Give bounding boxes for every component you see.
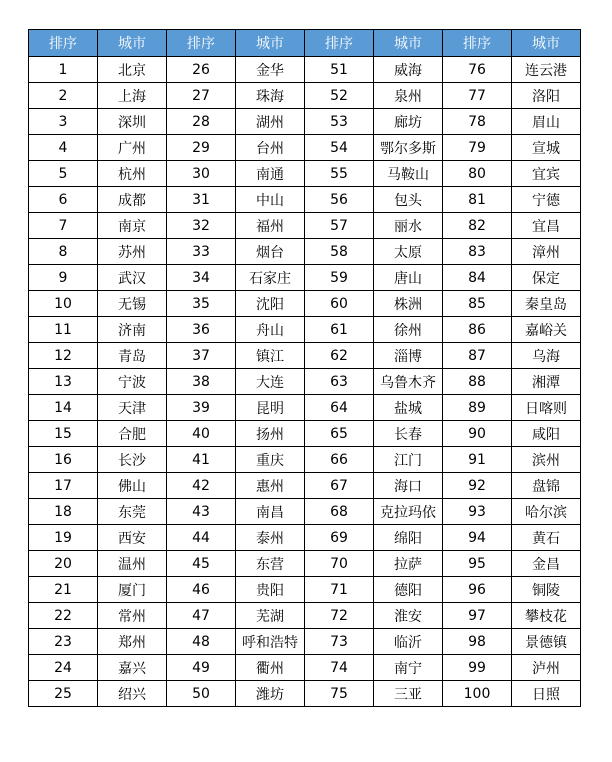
city-cell: 宜宾 (512, 161, 581, 187)
rank-cell: 92 (443, 473, 512, 499)
city-cell: 重庆 (236, 447, 305, 473)
rank-cell: 35 (167, 291, 236, 317)
city-cell: 镇江 (236, 343, 305, 369)
rank-cell: 31 (167, 187, 236, 213)
rank-cell: 68 (305, 499, 374, 525)
city-cell: 咸阳 (512, 421, 581, 447)
city-cell: 珠海 (236, 83, 305, 109)
city-cell: 南昌 (236, 499, 305, 525)
rank-cell: 79 (443, 135, 512, 161)
rank-cell: 52 (305, 83, 374, 109)
rank-cell: 87 (443, 343, 512, 369)
city-cell: 潍坊 (236, 681, 305, 707)
table-body (29, 57, 581, 707)
rank-cell: 8 (29, 239, 98, 265)
table-row (29, 187, 581, 213)
city-cell: 乌鲁木齐 (374, 369, 443, 395)
city-cell: 芜湖 (236, 603, 305, 629)
rank-cell: 88 (443, 369, 512, 395)
city-cell: 台州 (236, 135, 305, 161)
rank-cell: 64 (305, 395, 374, 421)
rank-column-header: 排序 (443, 30, 512, 57)
rank-cell: 75 (305, 681, 374, 707)
rank-cell: 74 (305, 655, 374, 681)
city-cell: 保定 (512, 265, 581, 291)
city-cell: 三亚 (374, 681, 443, 707)
rank-cell: 91 (443, 447, 512, 473)
rank-cell: 99 (443, 655, 512, 681)
rank-cell: 12 (29, 343, 98, 369)
rank-cell: 38 (167, 369, 236, 395)
city-cell: 西安 (98, 525, 167, 551)
rank-cell: 20 (29, 551, 98, 577)
table-row (29, 603, 581, 629)
city-cell: 福州 (236, 213, 305, 239)
table-row (29, 239, 581, 265)
city-cell: 湘潭 (512, 369, 581, 395)
city-cell: 东莞 (98, 499, 167, 525)
city-cell: 金昌 (512, 551, 581, 577)
city-cell: 廊坊 (374, 109, 443, 135)
rank-cell: 10 (29, 291, 98, 317)
city-cell: 成都 (98, 187, 167, 213)
rank-cell: 70 (305, 551, 374, 577)
city-cell: 连云港 (512, 57, 581, 83)
city-cell: 洛阳 (512, 83, 581, 109)
city-cell: 宣城 (512, 135, 581, 161)
rank-cell: 39 (167, 395, 236, 421)
city-cell: 克拉玛依 (374, 499, 443, 525)
city-cell: 天津 (98, 395, 167, 421)
rank-cell: 62 (305, 343, 374, 369)
rank-cell: 58 (305, 239, 374, 265)
table-row (29, 109, 581, 135)
city-cell: 金华 (236, 57, 305, 83)
city-cell: 佛山 (98, 473, 167, 499)
table-row (29, 447, 581, 473)
rank-cell: 25 (29, 681, 98, 707)
city-cell: 丽水 (374, 213, 443, 239)
rank-cell: 50 (167, 681, 236, 707)
city-cell: 马鞍山 (374, 161, 443, 187)
city-cell: 绍兴 (98, 681, 167, 707)
city-cell: 哈尔滨 (512, 499, 581, 525)
rank-cell: 72 (305, 603, 374, 629)
city-cell: 鄂尔多斯 (374, 135, 443, 161)
city-column-header: 城市 (236, 30, 305, 57)
city-cell: 厦门 (98, 577, 167, 603)
rank-cell: 84 (443, 265, 512, 291)
city-ranking-table (28, 29, 581, 707)
table-header-row (29, 30, 581, 57)
city-cell: 南京 (98, 213, 167, 239)
city-cell: 无锡 (98, 291, 167, 317)
rank-cell: 46 (167, 577, 236, 603)
city-cell: 盘锦 (512, 473, 581, 499)
rank-cell: 40 (167, 421, 236, 447)
city-cell: 呼和浩特 (236, 629, 305, 655)
city-cell: 宜昌 (512, 213, 581, 239)
city-cell: 泸州 (512, 655, 581, 681)
city-cell: 长沙 (98, 447, 167, 473)
city-cell: 盐城 (374, 395, 443, 421)
rank-cell: 23 (29, 629, 98, 655)
city-cell: 温州 (98, 551, 167, 577)
city-cell: 长春 (374, 421, 443, 447)
rank-cell: 24 (29, 655, 98, 681)
city-cell: 惠州 (236, 473, 305, 499)
rank-cell: 98 (443, 629, 512, 655)
city-cell: 南通 (236, 161, 305, 187)
city-cell: 湖州 (236, 109, 305, 135)
rank-cell: 56 (305, 187, 374, 213)
city-column-header: 城市 (98, 30, 167, 57)
city-cell: 黄石 (512, 525, 581, 551)
city-cell: 宁德 (512, 187, 581, 213)
city-column-header: 城市 (374, 30, 443, 57)
rank-cell: 83 (443, 239, 512, 265)
rank-cell: 4 (29, 135, 98, 161)
rank-cell: 53 (305, 109, 374, 135)
table-row (29, 265, 581, 291)
city-cell: 景德镇 (512, 629, 581, 655)
table-row (29, 317, 581, 343)
rank-cell: 7 (29, 213, 98, 239)
city-cell: 泰州 (236, 525, 305, 551)
city-cell: 拉萨 (374, 551, 443, 577)
rank-cell: 11 (29, 317, 98, 343)
table-row (29, 577, 581, 603)
city-column-header: 城市 (512, 30, 581, 57)
city-cell: 济南 (98, 317, 167, 343)
rank-cell: 57 (305, 213, 374, 239)
city-cell: 绵阳 (374, 525, 443, 551)
city-cell: 日喀则 (512, 395, 581, 421)
rank-cell: 16 (29, 447, 98, 473)
rank-cell: 45 (167, 551, 236, 577)
city-cell: 沈阳 (236, 291, 305, 317)
city-cell: 舟山 (236, 317, 305, 343)
city-cell: 武汉 (98, 265, 167, 291)
city-cell: 临沂 (374, 629, 443, 655)
city-cell: 郑州 (98, 629, 167, 655)
city-cell: 唐山 (374, 265, 443, 291)
rank-cell: 32 (167, 213, 236, 239)
table-row (29, 655, 581, 681)
city-cell: 衢州 (236, 655, 305, 681)
city-cell: 扬州 (236, 421, 305, 447)
rank-cell: 22 (29, 603, 98, 629)
rank-cell: 44 (167, 525, 236, 551)
rank-cell: 71 (305, 577, 374, 603)
rank-cell: 29 (167, 135, 236, 161)
city-cell: 泉州 (374, 83, 443, 109)
city-cell: 太原 (374, 239, 443, 265)
city-cell: 杭州 (98, 161, 167, 187)
table-row (29, 57, 581, 83)
city-cell: 深圳 (98, 109, 167, 135)
table-row (29, 369, 581, 395)
rank-cell: 6 (29, 187, 98, 213)
rank-cell: 36 (167, 317, 236, 343)
rank-cell: 18 (29, 499, 98, 525)
rank-cell: 96 (443, 577, 512, 603)
rank-cell: 47 (167, 603, 236, 629)
rank-column-header: 排序 (305, 30, 374, 57)
rank-column-header: 排序 (29, 30, 98, 57)
table-row (29, 681, 581, 707)
rank-cell: 33 (167, 239, 236, 265)
rank-cell: 93 (443, 499, 512, 525)
city-cell: 苏州 (98, 239, 167, 265)
rank-cell: 82 (443, 213, 512, 239)
rank-cell: 34 (167, 265, 236, 291)
rank-column-header: 排序 (167, 30, 236, 57)
city-cell: 烟台 (236, 239, 305, 265)
rank-cell: 77 (443, 83, 512, 109)
city-cell: 徐州 (374, 317, 443, 343)
city-cell: 威海 (374, 57, 443, 83)
table-row (29, 395, 581, 421)
city-cell: 嘉兴 (98, 655, 167, 681)
city-cell: 铜陵 (512, 577, 581, 603)
city-cell: 青岛 (98, 343, 167, 369)
rank-cell: 86 (443, 317, 512, 343)
city-cell: 淄博 (374, 343, 443, 369)
rank-cell: 90 (443, 421, 512, 447)
rank-cell: 14 (29, 395, 98, 421)
rank-cell: 19 (29, 525, 98, 551)
rank-cell: 65 (305, 421, 374, 447)
rank-cell: 81 (443, 187, 512, 213)
rank-cell: 43 (167, 499, 236, 525)
rank-cell: 28 (167, 109, 236, 135)
table-row (29, 473, 581, 499)
rank-cell: 17 (29, 473, 98, 499)
table-row (29, 213, 581, 239)
table-row (29, 525, 581, 551)
rank-cell: 100 (443, 681, 512, 707)
rank-cell: 21 (29, 577, 98, 603)
rank-cell: 55 (305, 161, 374, 187)
city-cell: 大连 (236, 369, 305, 395)
rank-cell: 85 (443, 291, 512, 317)
rank-cell: 26 (167, 57, 236, 83)
rank-cell: 73 (305, 629, 374, 655)
city-cell: 滨州 (512, 447, 581, 473)
rank-cell: 59 (305, 265, 374, 291)
rank-cell: 94 (443, 525, 512, 551)
city-cell: 包头 (374, 187, 443, 213)
rank-cell: 3 (29, 109, 98, 135)
table-row (29, 135, 581, 161)
city-cell: 德阳 (374, 577, 443, 603)
rank-cell: 76 (443, 57, 512, 83)
rank-cell: 49 (167, 655, 236, 681)
city-cell: 株洲 (374, 291, 443, 317)
city-cell: 贵阳 (236, 577, 305, 603)
rank-cell: 78 (443, 109, 512, 135)
city-cell: 合肥 (98, 421, 167, 447)
rank-cell: 66 (305, 447, 374, 473)
city-cell: 北京 (98, 57, 167, 83)
city-cell: 眉山 (512, 109, 581, 135)
city-cell: 上海 (98, 83, 167, 109)
table-row (29, 83, 581, 109)
rank-cell: 95 (443, 551, 512, 577)
table-row (29, 551, 581, 577)
rank-cell: 80 (443, 161, 512, 187)
rank-cell: 37 (167, 343, 236, 369)
rank-cell: 51 (305, 57, 374, 83)
rank-cell: 48 (167, 629, 236, 655)
table-row (29, 629, 581, 655)
rank-cell: 54 (305, 135, 374, 161)
rank-cell: 67 (305, 473, 374, 499)
city-cell: 昆明 (236, 395, 305, 421)
rank-cell: 9 (29, 265, 98, 291)
table-row (29, 161, 581, 187)
city-cell: 宁波 (98, 369, 167, 395)
city-cell: 嘉峪关 (512, 317, 581, 343)
city-cell: 日照 (512, 681, 581, 707)
rank-cell: 2 (29, 83, 98, 109)
table-row (29, 291, 581, 317)
city-cell: 东营 (236, 551, 305, 577)
city-cell: 攀枝花 (512, 603, 581, 629)
rank-cell: 42 (167, 473, 236, 499)
city-cell: 海口 (374, 473, 443, 499)
city-cell: 常州 (98, 603, 167, 629)
rank-cell: 41 (167, 447, 236, 473)
rank-cell: 13 (29, 369, 98, 395)
rank-cell: 69 (305, 525, 374, 551)
city-cell: 石家庄 (236, 265, 305, 291)
rank-cell: 1 (29, 57, 98, 83)
rank-cell: 5 (29, 161, 98, 187)
city-cell: 广州 (98, 135, 167, 161)
table-row (29, 421, 581, 447)
city-cell: 乌海 (512, 343, 581, 369)
rank-cell: 89 (443, 395, 512, 421)
rank-cell: 15 (29, 421, 98, 447)
city-cell: 中山 (236, 187, 305, 213)
rank-cell: 61 (305, 317, 374, 343)
rank-cell: 60 (305, 291, 374, 317)
city-cell: 淮安 (374, 603, 443, 629)
rank-cell: 27 (167, 83, 236, 109)
rank-cell: 63 (305, 369, 374, 395)
city-cell: 江门 (374, 447, 443, 473)
table-row (29, 343, 581, 369)
rank-cell: 30 (167, 161, 236, 187)
table-row (29, 499, 581, 525)
rank-cell: 97 (443, 603, 512, 629)
city-cell: 秦皇岛 (512, 291, 581, 317)
city-cell: 漳州 (512, 239, 581, 265)
city-cell: 南宁 (374, 655, 443, 681)
